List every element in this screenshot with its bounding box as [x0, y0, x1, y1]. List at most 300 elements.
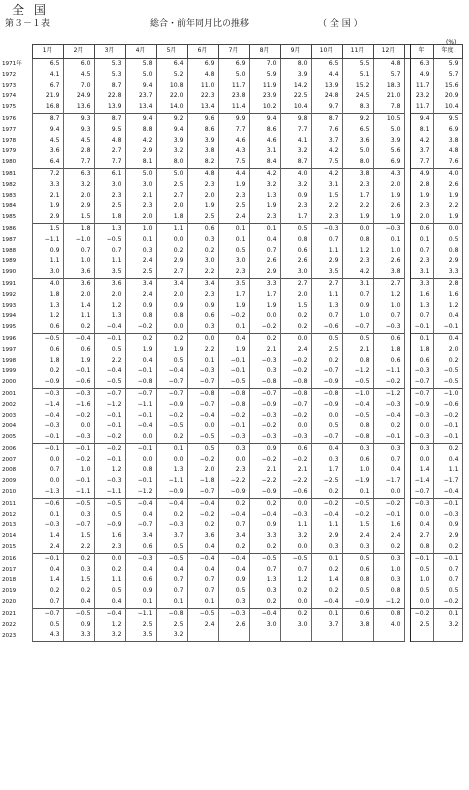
- year-label: 1980: [2, 159, 17, 166]
- fiscal-year-value: 3.2: [433, 620, 462, 631]
- month-value: −0.2: [280, 411, 311, 422]
- month-value: 0.7: [32, 597, 63, 608]
- month-value: −0.3: [373, 400, 404, 411]
- fiscal-year-value: 0.7: [433, 575, 462, 586]
- month-value: 0.5: [94, 510, 125, 521]
- month-value: −0.3: [125, 553, 156, 564]
- annual-value: 3.1: [410, 267, 433, 278]
- year-label: 1974: [2, 93, 17, 100]
- month-header: 8月: [249, 45, 280, 59]
- month-value: −0.1: [94, 333, 125, 344]
- table-row: [2, 377, 462, 388]
- month-value: 3.4: [125, 531, 156, 542]
- month-value: 0.3: [125, 246, 156, 257]
- month-value: 7.0: [63, 81, 94, 92]
- annual-value: −0.9: [410, 400, 433, 411]
- annual-value: −0.1: [410, 553, 433, 564]
- month-value: 1.8: [32, 290, 63, 301]
- year-label: 2019: [2, 588, 17, 595]
- month-value: 0.0: [32, 455, 63, 466]
- month-value: 1.5: [342, 520, 373, 531]
- month-value: [373, 630, 404, 641]
- month-value: 2.5: [218, 201, 249, 212]
- month-value: −0.3: [156, 520, 187, 531]
- month-value: 16.8: [32, 102, 63, 113]
- month-value: −0.7: [125, 520, 156, 531]
- month-value: [342, 630, 373, 641]
- month-value: 1.1: [156, 223, 187, 234]
- annual-value: 0.3: [410, 443, 433, 454]
- month-value: 7.8: [373, 102, 404, 113]
- month-value: −0.1: [125, 476, 156, 487]
- month-value: −0.7: [311, 432, 342, 443]
- year-label: 2007: [2, 456, 17, 463]
- month-value: −0.6: [63, 377, 94, 388]
- month-value: 2.3: [342, 256, 373, 267]
- month-value: 3.6: [63, 267, 94, 278]
- month-value: 2.0: [280, 290, 311, 301]
- month-value: 2.0: [63, 290, 94, 301]
- month-value: 5.0: [373, 125, 404, 136]
- month-value: 6.4: [156, 59, 187, 70]
- month-value: 2.0: [156, 290, 187, 301]
- month-value: 3.9: [156, 136, 187, 147]
- month-value: −0.3: [249, 411, 280, 422]
- fiscal-year-value: 3.8: [433, 136, 462, 147]
- month-value: −0.1: [94, 421, 125, 432]
- month-value: 0.6: [373, 356, 404, 367]
- month-value: 6.0: [63, 59, 94, 70]
- fiscal-year-value: 0.8: [433, 246, 462, 257]
- year-label: 2000: [2, 379, 17, 386]
- month-value: 2.3: [249, 212, 280, 223]
- month-value: 4.6: [249, 136, 280, 147]
- month-value: 1.8: [32, 356, 63, 367]
- month-value: −1.2: [373, 597, 404, 608]
- fiscal-year-value: 20.9: [433, 91, 462, 102]
- month-value: −0.7: [156, 377, 187, 388]
- month-value: 2.7: [156, 267, 187, 278]
- month-value: 2.3: [125, 201, 156, 212]
- month-value: −1.1: [156, 476, 187, 487]
- month-value: 22.0: [156, 91, 187, 102]
- month-value: 1.5: [63, 575, 94, 586]
- month-value: 1.9: [32, 201, 63, 212]
- fiscal-year-value: −1.7: [433, 476, 462, 487]
- month-value: −0.4: [32, 411, 63, 422]
- annual-value: 0.6: [410, 356, 433, 367]
- month-value: 0.3: [342, 443, 373, 454]
- month-value: 0.0: [187, 421, 218, 432]
- month-value: −0.3: [187, 366, 218, 377]
- month-value: −0.2: [280, 356, 311, 367]
- month-value: −0.3: [32, 421, 63, 432]
- month-value: −1.0: [63, 235, 94, 246]
- month-value: 0.3: [63, 510, 94, 521]
- month-value: 1.5: [63, 531, 94, 542]
- month-value: −0.9: [218, 487, 249, 498]
- month-value: 0.0: [187, 333, 218, 344]
- month-value: −0.7: [187, 400, 218, 411]
- month-value: 2.5: [187, 212, 218, 223]
- month-value: 3.2: [280, 146, 311, 157]
- month-value: 0.0: [125, 455, 156, 466]
- year-label: 1991: [2, 280, 17, 287]
- corner-cell: [2, 45, 32, 59]
- month-value: 3.0: [280, 620, 311, 631]
- month-value: 1.9: [156, 345, 187, 356]
- month-value: −0.2: [280, 366, 311, 377]
- month-value: 0.1: [249, 223, 280, 234]
- month-header: 4月: [125, 45, 156, 59]
- month-value: −0.4: [218, 510, 249, 521]
- month-value: 4.8: [187, 70, 218, 81]
- month-value: −0.7: [249, 388, 280, 399]
- fiscal-year-value: 0.9: [433, 520, 462, 531]
- month-value: 7.7: [63, 157, 94, 168]
- year-label: 1979: [2, 148, 17, 155]
- fiscal-year-value: 5.7: [433, 70, 462, 81]
- month-value: 0.5: [94, 345, 125, 356]
- month-value: 8.4: [249, 157, 280, 168]
- month-value: 9.6: [187, 113, 218, 124]
- month-value: 2.6: [280, 256, 311, 267]
- table-row: [2, 421, 462, 432]
- month-value: −0.2: [373, 377, 404, 388]
- month-value: 0.1: [218, 235, 249, 246]
- month-value: 3.8: [342, 620, 373, 631]
- month-value: 2.9: [249, 267, 280, 278]
- month-value: 0.5: [218, 246, 249, 257]
- month-value: 0.2: [218, 498, 249, 509]
- month-value: −1.1: [125, 608, 156, 619]
- annual-value: 2.0: [410, 212, 433, 223]
- month-value: 0.3: [311, 455, 342, 466]
- month-value: −0.1: [32, 443, 63, 454]
- month-value: 3.3: [249, 531, 280, 542]
- month-header: 10月: [311, 45, 342, 59]
- month-value: 6.9: [373, 157, 404, 168]
- month-value: 2.3: [311, 212, 342, 223]
- month-value: 3.6: [32, 146, 63, 157]
- year-label: 2010: [2, 489, 17, 496]
- year-label: 2023: [2, 632, 17, 639]
- fiscal-year-value: 15.6: [433, 81, 462, 92]
- month-value: −0.2: [187, 510, 218, 521]
- month-value: 4.8: [373, 59, 404, 70]
- month-value: 2.3: [342, 180, 373, 191]
- fiscal-year-value: −0.4: [433, 487, 462, 498]
- month-value: −0.2: [218, 411, 249, 422]
- month-value: −0.2: [342, 510, 373, 521]
- month-value: 21.9: [32, 91, 63, 102]
- month-value: −0.5: [94, 377, 125, 388]
- month-value: −0.8: [218, 400, 249, 411]
- month-value: 2.7: [156, 191, 187, 202]
- month-value: −0.4: [94, 322, 125, 333]
- month-value: −0.7: [187, 377, 218, 388]
- month-value: 1.3: [311, 301, 342, 312]
- month-value: 1.0: [125, 223, 156, 234]
- month-value: 0.9: [342, 301, 373, 312]
- month-value: 0.7: [280, 565, 311, 576]
- month-value: 11.0: [187, 81, 218, 92]
- month-value: 6.9: [187, 59, 218, 70]
- month-value: 0.2: [187, 246, 218, 257]
- table-row: [2, 322, 462, 333]
- month-value: −0.5: [342, 377, 373, 388]
- month-value: 0.5: [311, 421, 342, 432]
- month-value: 0.7: [156, 586, 187, 597]
- table-row: [2, 586, 462, 597]
- month-value: 0.0: [249, 311, 280, 322]
- month-value: −0.8: [218, 388, 249, 399]
- month-value: −0.5: [156, 421, 187, 432]
- month-value: 0.2: [156, 432, 187, 443]
- month-value: −0.4: [125, 498, 156, 509]
- month-value: 4.4: [311, 70, 342, 81]
- month-value: −1.8: [187, 476, 218, 487]
- month-value: −0.4: [187, 553, 218, 564]
- month-value: 1.5: [32, 223, 63, 234]
- fiscal-year-value: 3.3: [433, 267, 462, 278]
- month-value: 9.2: [342, 113, 373, 124]
- month-value: 0.4: [94, 597, 125, 608]
- month-value: 1.9: [249, 301, 280, 312]
- fiscal-year-value: 0.4: [433, 311, 462, 322]
- annual-value: 1.6: [410, 290, 433, 301]
- month-value: 3.1: [249, 146, 280, 157]
- month-value: 2.3: [94, 542, 125, 553]
- month-value: 5.3: [94, 70, 125, 81]
- fiscal-year-value: 0.4: [433, 455, 462, 466]
- table-row: [2, 246, 462, 257]
- month-value: 3.4: [125, 278, 156, 289]
- month-value: 2.4: [342, 531, 373, 542]
- month-value: 0.3: [342, 542, 373, 553]
- year-label: 2014: [2, 533, 17, 540]
- month-value: 0.2: [249, 333, 280, 344]
- month-value: −0.2: [156, 411, 187, 422]
- table-row: [2, 70, 462, 81]
- month-value: 0.0: [218, 455, 249, 466]
- month-value: 2.4: [125, 290, 156, 301]
- annual-value: 0.7: [410, 246, 433, 257]
- month-value: 0.5: [218, 586, 249, 597]
- month-value: −0.5: [218, 377, 249, 388]
- year-label: 2016: [2, 555, 17, 562]
- table-row: [2, 520, 462, 531]
- annual-value: 1.8: [410, 345, 433, 356]
- month-value: −0.3: [218, 432, 249, 443]
- month-value: −0.2: [218, 311, 249, 322]
- annual-value: −0.3: [410, 432, 433, 443]
- month-value: 3.8: [373, 267, 404, 278]
- month-value: 0.8: [373, 608, 404, 619]
- year-label: 1978: [2, 137, 17, 144]
- table-row: [2, 278, 462, 289]
- month-value: 1.4: [32, 575, 63, 586]
- month-value: 0.5: [187, 443, 218, 454]
- month-value: 0.3: [249, 366, 280, 377]
- annual-value: [410, 630, 433, 641]
- month-value: 4.0: [280, 168, 311, 179]
- month-value: −0.7: [342, 322, 373, 333]
- month-value: 0.1: [32, 510, 63, 521]
- month-value: 7.7: [94, 157, 125, 168]
- month-value: 3.6: [63, 278, 94, 289]
- month-value: −0.4: [218, 553, 249, 564]
- month-value: 8.7: [94, 81, 125, 92]
- month-value: 8.7: [311, 113, 342, 124]
- annual-value: −0.3: [410, 498, 433, 509]
- annual-value: 0.1: [410, 235, 433, 246]
- month-value: −0.4: [249, 608, 280, 619]
- month-value: 4.2: [125, 136, 156, 147]
- month-value: 3.2: [280, 180, 311, 191]
- annual-value: 8.1: [410, 125, 433, 136]
- table-row: [2, 125, 462, 136]
- month-value: 0.0: [94, 553, 125, 564]
- table-row: [2, 531, 462, 542]
- month-value: 22.5: [280, 91, 311, 102]
- fiscal-year-value: 2.0: [433, 345, 462, 356]
- annual-value: 4.2: [410, 136, 433, 147]
- month-value: 0.3: [63, 565, 94, 576]
- month-value: 1.5: [311, 191, 342, 202]
- month-value: 1.2: [94, 620, 125, 631]
- year-label: 1986: [2, 225, 17, 232]
- month-value: 1.7: [280, 212, 311, 223]
- year-label: 1977: [2, 126, 17, 133]
- month-value: 0.6: [342, 455, 373, 466]
- month-value: −0.1: [125, 366, 156, 377]
- month-value: 5.0: [156, 168, 187, 179]
- month-value: −0.1: [218, 356, 249, 367]
- month-value: −1.2: [342, 366, 373, 377]
- year-label: 1993: [2, 302, 17, 309]
- month-value: 1.9: [373, 212, 404, 223]
- month-value: 2.3: [280, 201, 311, 212]
- month-value: −0.9: [32, 377, 63, 388]
- month-value: −0.2: [249, 421, 280, 432]
- fiscal-year-value: −0.6: [433, 400, 462, 411]
- month-value: 0.3: [373, 443, 404, 454]
- month-value: 0.4: [218, 333, 249, 344]
- year-label: 2003: [2, 412, 17, 419]
- month-value: 5.5: [342, 59, 373, 70]
- month-value: 3.9: [373, 136, 404, 147]
- month-value: 2.7: [311, 278, 342, 289]
- month-value: 2.5: [125, 620, 156, 631]
- table-row: [2, 388, 462, 399]
- month-value: 0.2: [94, 565, 125, 576]
- month-value: 3.6: [94, 278, 125, 289]
- month-value: −0.9: [249, 400, 280, 411]
- month-value: −1.1: [63, 487, 94, 498]
- month-value: 0.1: [373, 235, 404, 246]
- month-value: 0.4: [373, 465, 404, 476]
- month-value: 3.2: [63, 180, 94, 191]
- month-value: 2.6: [218, 620, 249, 631]
- month-value: 1.2: [280, 575, 311, 586]
- month-value: 0.3: [373, 553, 404, 564]
- month-value: 0.5: [94, 586, 125, 597]
- month-value: 0.2: [280, 586, 311, 597]
- annual-value: 0.0: [410, 510, 433, 521]
- month-value: 0.0: [63, 421, 94, 432]
- month-value: −0.6: [32, 498, 63, 509]
- fiscal-year-value: 4.0: [433, 168, 462, 179]
- month-value: 3.7: [311, 136, 342, 147]
- month-value: 0.0: [280, 542, 311, 553]
- table-row: [2, 180, 462, 191]
- month-value: 6.7: [32, 81, 63, 92]
- month-value: −0.7: [156, 388, 187, 399]
- month-value: 0.6: [373, 333, 404, 344]
- month-value: −0.5: [63, 608, 94, 619]
- table-body: [2, 59, 462, 642]
- month-value: 6.5: [311, 59, 342, 70]
- month-value: −0.3: [63, 388, 94, 399]
- month-value: 0.9: [125, 586, 156, 597]
- month-value: 0.5: [342, 553, 373, 564]
- year-label: 2001: [2, 390, 17, 397]
- month-value: 0.4: [249, 235, 280, 246]
- month-value: 1.4: [311, 575, 342, 586]
- month-value: −0.3: [311, 223, 342, 234]
- month-value: 2.4: [187, 620, 218, 631]
- annual-value: 11.7: [410, 102, 433, 113]
- month-value: 5.2: [156, 70, 187, 81]
- year-label: 1988: [2, 247, 17, 254]
- month-value: 3.1: [311, 180, 342, 191]
- month-value: 24.5: [342, 91, 373, 102]
- month-value: 4.4: [218, 168, 249, 179]
- month-value: 0.6: [280, 443, 311, 454]
- year-label: 1990: [2, 269, 17, 276]
- month-value: 0.1: [218, 223, 249, 234]
- year-label: 2021: [2, 610, 17, 617]
- year-label: 2011: [2, 500, 17, 507]
- month-value: 3.4: [187, 278, 218, 289]
- month-value: 0.9: [156, 301, 187, 312]
- month-value: 1.0: [342, 311, 373, 322]
- month-value: 14.2: [280, 81, 311, 92]
- month-value: 0.8: [125, 311, 156, 322]
- year-label: 2009: [2, 478, 17, 485]
- fiscal-year-value: −0.5: [433, 366, 462, 377]
- month-value: 8.3: [342, 102, 373, 113]
- month-value: 0.0: [156, 322, 187, 333]
- month-value: 0.2: [280, 311, 311, 322]
- month-value: 10.2: [249, 102, 280, 113]
- table-row: [2, 630, 462, 641]
- month-value: 0.5: [156, 356, 187, 367]
- month-value: 1.1: [63, 311, 94, 322]
- table-row: [2, 345, 462, 356]
- month-value: 15.2: [342, 81, 373, 92]
- month-value: 0.4: [125, 356, 156, 367]
- month-value: 9.7: [311, 102, 342, 113]
- month-value: 4.2: [249, 168, 280, 179]
- annual-value: 23.2: [410, 91, 433, 102]
- month-value: −0.4: [373, 411, 404, 422]
- month-value: 1.0: [373, 565, 404, 576]
- table-row: [2, 356, 462, 367]
- month-value: 1.2: [94, 301, 125, 312]
- month-value: 4.1: [280, 136, 311, 147]
